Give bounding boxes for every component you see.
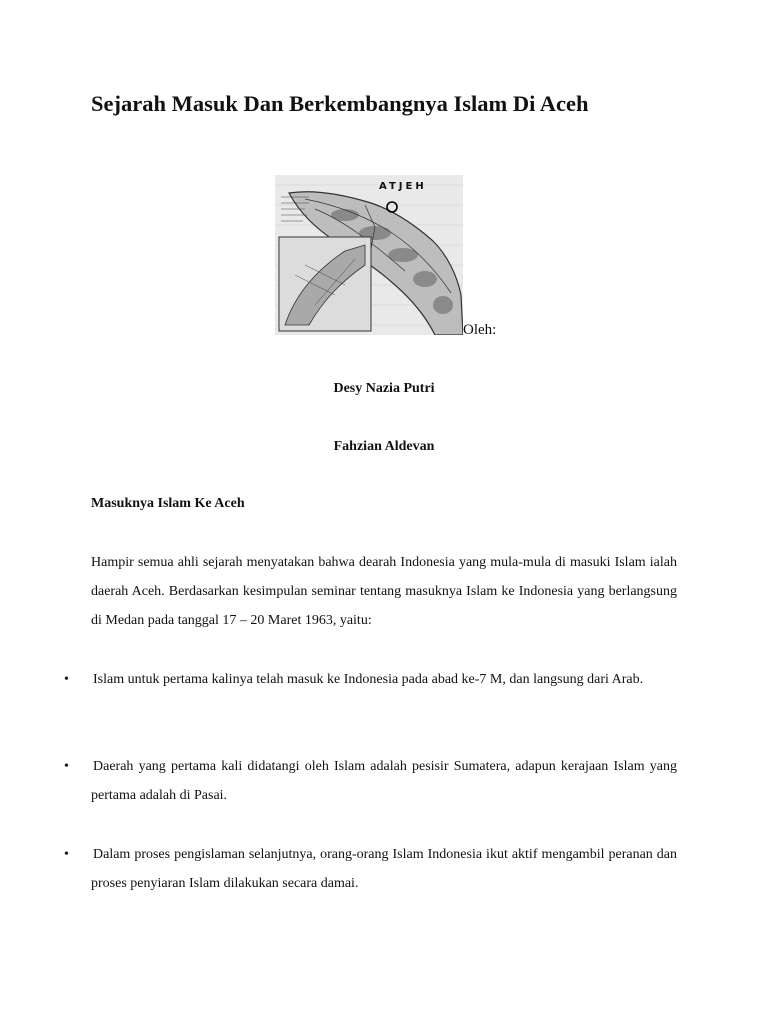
author-name: Fahzian Aldevan	[333, 439, 435, 454]
list-item: Islam untuk pertama kalinya telah masuk ke Indonesia pada abad ke-7 M, dan langsung dari Arab.	[93, 672, 644, 687]
map-illustration	[275, 175, 463, 335]
map-heading: ATJEH	[379, 181, 427, 192]
author-name: Desy Nazia Putri	[333, 381, 435, 396]
section-heading: Masuknya Islam Ke Aceh	[91, 496, 245, 511]
document-title: Sejarah Masuk Dan Berkembangnya Islam Di Aceh	[91, 91, 589, 116]
bullet-point-icon: •	[64, 672, 69, 687]
list-item: Dalam proses pengislaman selanjutnya, orang-orang Islam Indonesia ikut aktif mengambil peranan dan proses penyiaran Islam dilakukan secara damai.	[91, 847, 677, 891]
byline-label: Oleh:	[463, 322, 497, 338]
bullet-point-icon: •	[64, 759, 69, 774]
bullet-point-icon: •	[64, 847, 69, 862]
list-item: Daerah yang pertama kali didatangi oleh Islam adalah pesisir Sumatera, adapun kerajaan Islam yang pertama adalah di Pasai.	[91, 759, 677, 803]
aceh-map-image	[275, 175, 463, 335]
intro-paragraph: Hampir semua ahli sejarah menyatakan bahwa dearah Indonesia yang mula-mula di masuki Islam ialah daerah Aceh. Berdasarkan kesimpulan seminar tentang masuknya Islam ke Indonesia yang berlangsung di Medan pada tanggal 17 – 20 Maret 1963, yaitu:	[91, 555, 677, 628]
